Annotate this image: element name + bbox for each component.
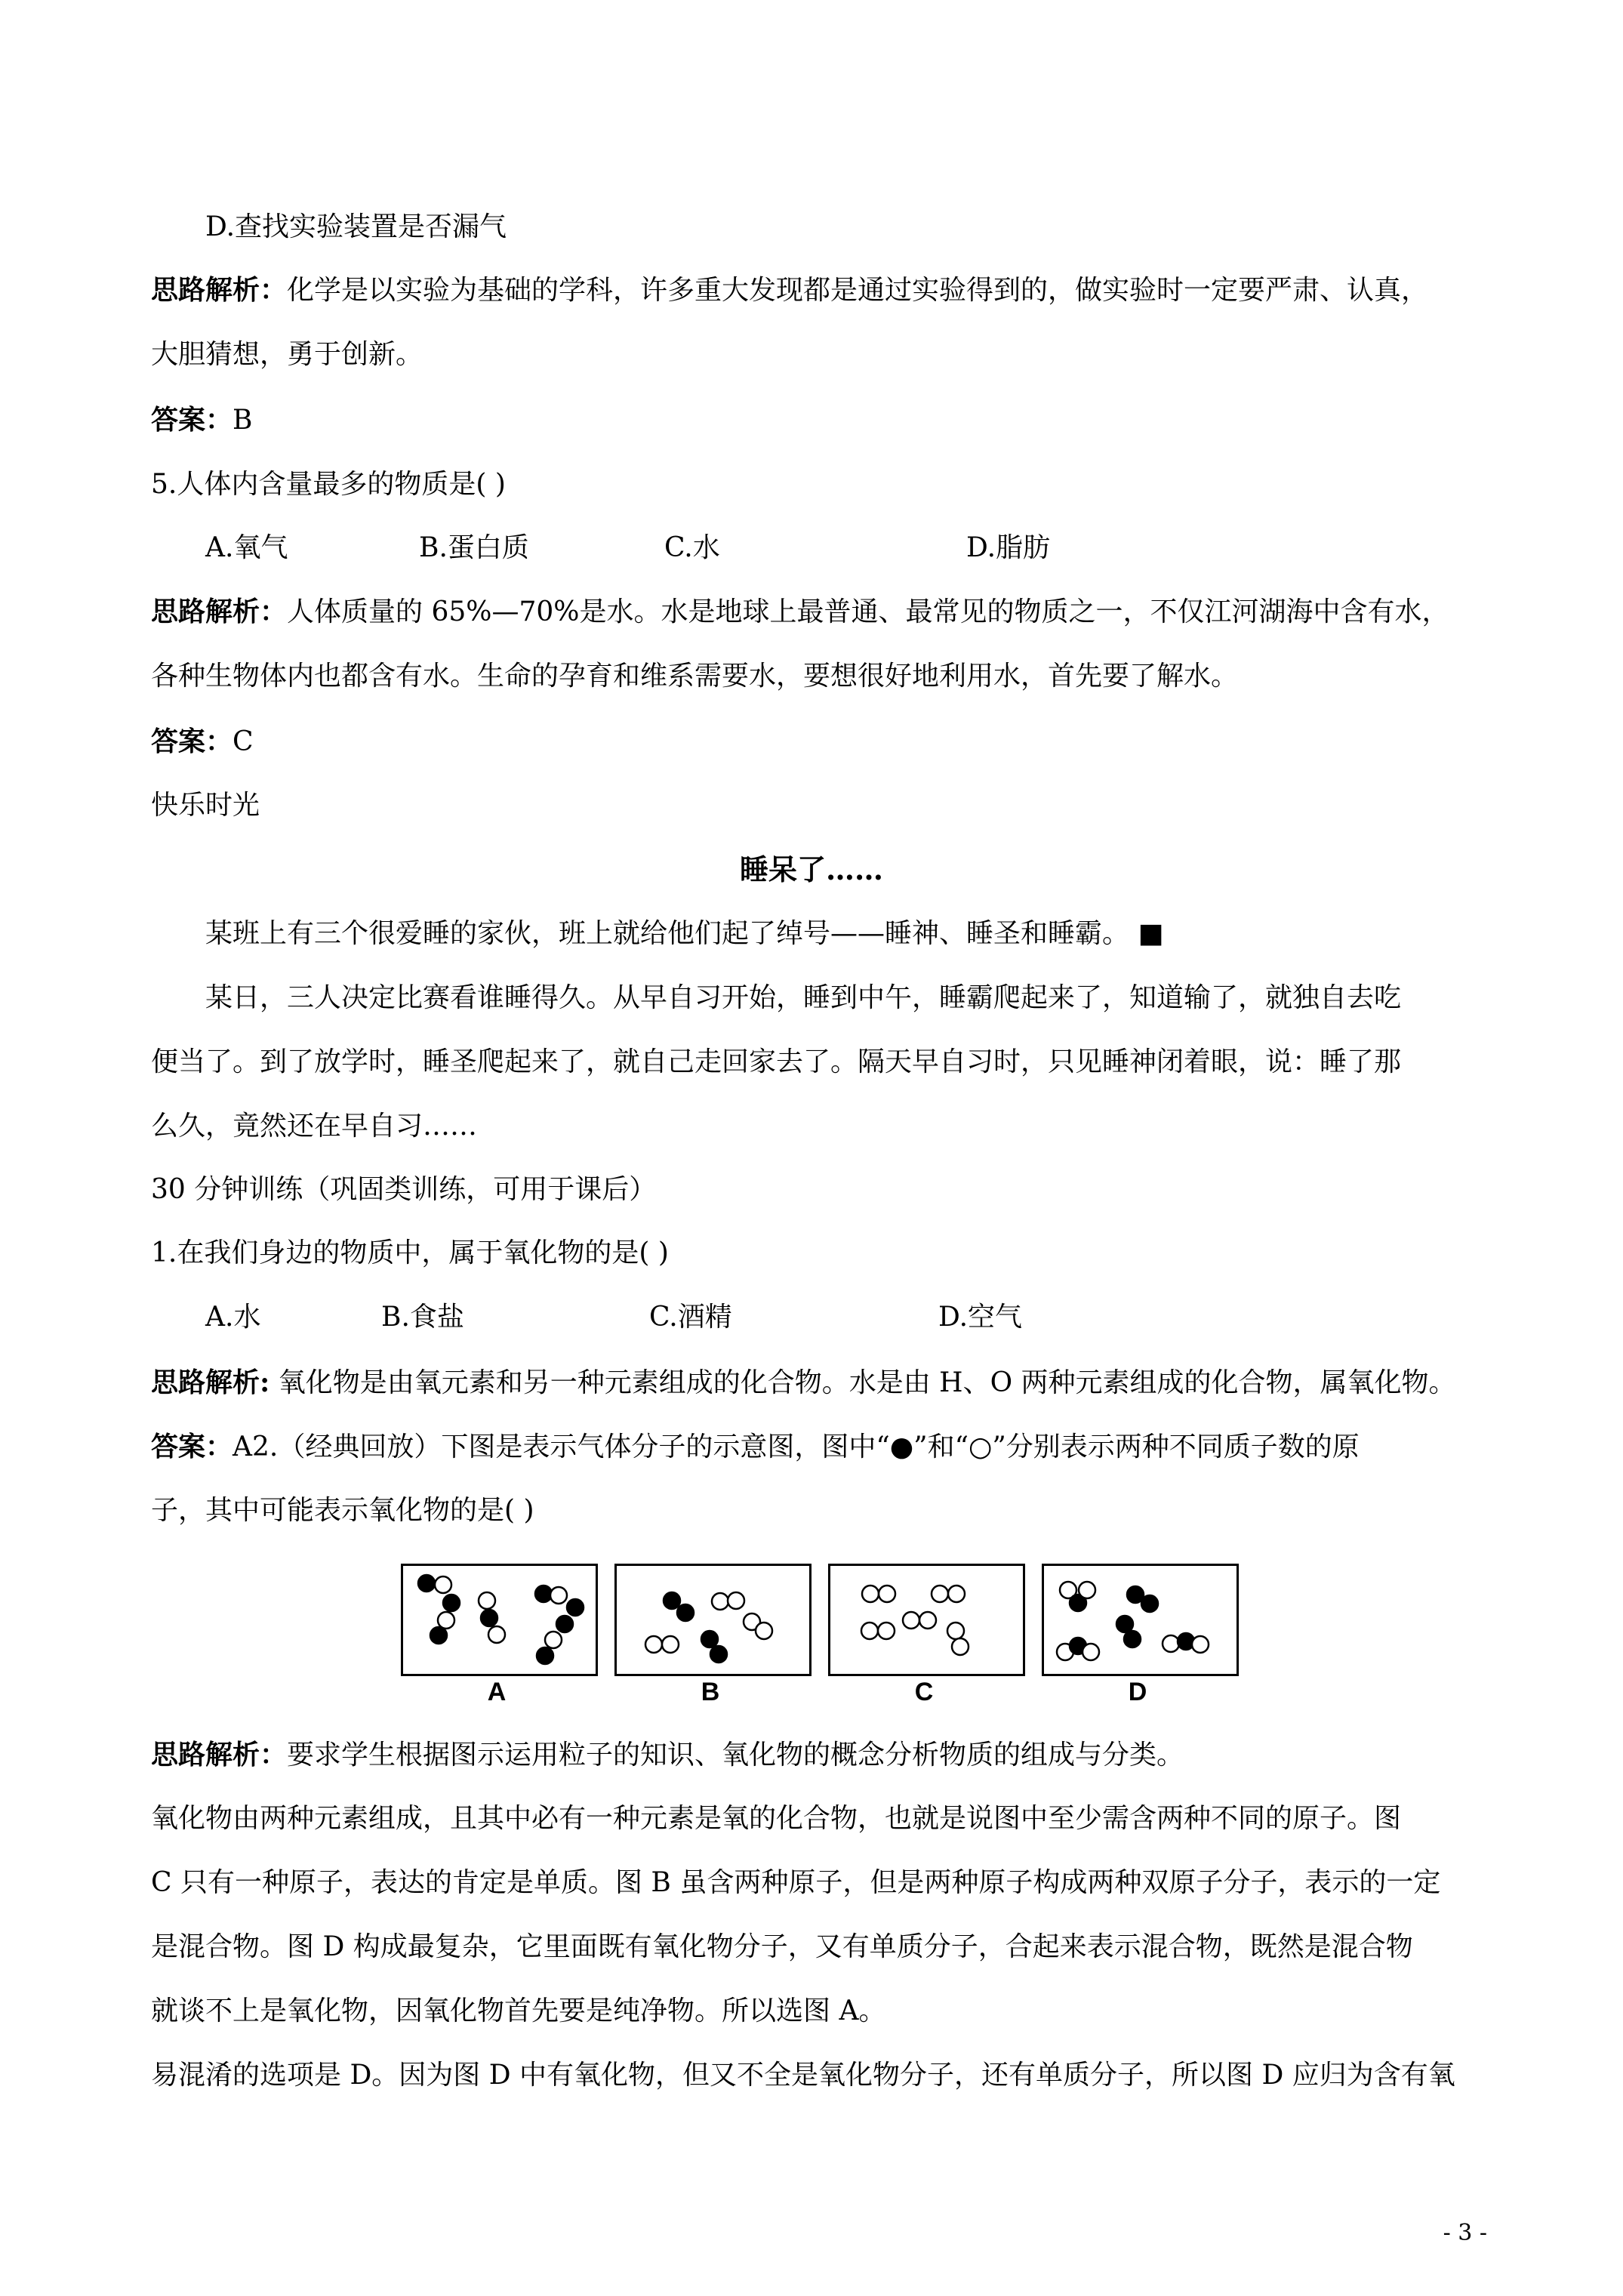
atom-open [932, 1586, 948, 1602]
atom-open [662, 1636, 679, 1653]
atom-filled [1124, 1631, 1141, 1647]
atom-open [545, 1632, 562, 1648]
atom-open [1192, 1636, 1209, 1653]
story-paragraph-1: 某班上有三个很爱睡的家伙，班上就给他们起了绰号——睡神、睡圣和睡霸。 ■ [205, 918, 1164, 949]
figure-caption-d: D [1128, 1678, 1147, 1706]
atom-open [952, 1638, 969, 1655]
analysis-line-4 [151, 1738, 1184, 1772]
answer-label: 答案： [151, 404, 233, 436]
atom-filled [677, 1604, 694, 1621]
answer-label-3: 答案： [151, 1431, 233, 1462]
atom-open [550, 1587, 567, 1604]
story-paragraph-2: 某日，三人决定比赛看谁睡得久。从早自习开始，睡到中午，睡霸爬起来了，知道输了，就独自去吃 [205, 982, 1402, 1013]
analysis-text-3: 氧化物是由氧元素和另一种元素组成的化合物。水是由 H、O 两种元素组成的化合物，属氧化物。 [269, 1367, 1456, 1398]
analysis-label-2: 思路解析： [151, 596, 288, 627]
atom-open [756, 1623, 772, 1639]
q5-option-c: C.水 [664, 532, 720, 563]
analysis-label-4: 思路解析： [151, 1739, 288, 1771]
option-d-text: D.查找实验装置是否漏气 [205, 211, 507, 242]
atom-filled [537, 1647, 553, 1664]
atom-open [1079, 1582, 1095, 1598]
atom-filled [481, 1610, 497, 1626]
atom-filled [1116, 1616, 1133, 1632]
story-paragraph-2-end: 么久，竟然还在早自习…… [151, 1111, 478, 1142]
question-2-cont: 子，其中可能表示氧化物的是( ) [151, 1495, 534, 1526]
page-number: - 3 - [1443, 2220, 1487, 2246]
happy-time-heading: 快乐时光 [151, 790, 260, 821]
atom-filled [556, 1616, 573, 1632]
atom-open [878, 1623, 895, 1639]
story-paragraph-2-cont: 便当了。到了放学时，睡圣爬起来了，就自己走回家去了。隔天早自习时，只见睡神闭着眼，说：睡了那 [151, 1046, 1402, 1077]
atom-filled [664, 1592, 680, 1609]
q1-option-c: C.酒精 [649, 1302, 732, 1333]
atom-filled [418, 1575, 435, 1592]
atom-open [861, 1623, 878, 1639]
q1-option-a: A.水 [205, 1302, 261, 1333]
analysis-text: 化学是以实验为基础的学科，许多重大发现都是通过实验得到的，做实验时一定要严肃、认真， [287, 275, 1429, 306]
atom-open [919, 1612, 936, 1629]
atom-open [435, 1576, 451, 1593]
atom-open [712, 1593, 728, 1610]
explanation-line-3: 是混合物。图 D 构成最复杂，它里面既有氧化物分子，又有单质分子，合起来表示混合物，既然是混合物 [151, 1931, 1413, 1962]
analysis-label-3: 思路解析: [151, 1367, 270, 1398]
atom-filled [535, 1586, 552, 1602]
analysis-label: 思路解析： [151, 274, 288, 306]
explanation-line-2: C 只有一种原子，表达的肯定是单质。图 B 虽含两种原子，但是两种原子构成两种双原子分子，表示的一定 [151, 1867, 1441, 1898]
analysis-text-2: 人体质量的 65%—70%是水。水是地球上最普通、最常见的物质之一，不仅江河湖海中含有水， [287, 596, 1449, 627]
figure-caption-c: C [914, 1678, 934, 1706]
atom-open [947, 1623, 964, 1639]
atom-filled [567, 1599, 584, 1616]
analysis-continued-2: 各种生物体内也都含有水。生命的孕育和维系需要水，要想很好地利用水，首先要了解水。 [151, 661, 1239, 692]
analysis-text-4: 要求学生根据图示运用粒子的知识、氧化物的概念分析物质的组成与分类。 [287, 1740, 1184, 1771]
answer-value: B [233, 405, 253, 436]
question-1: 1.在我们身边的物质中，属于氧化物的是( ) [151, 1237, 669, 1268]
atom-open [1163, 1635, 1179, 1652]
q5-option-d: D.脂肪 [966, 532, 1051, 563]
atom-open [438, 1612, 454, 1629]
answer-text-3: A2.（经典回放）下图是表示气体分子的示意图，图中“●”和“○”分别表示两种不同质子数的原 [233, 1432, 1360, 1462]
explanation-line-4: 就谈不上是氧化物，因氧化物首先要是纯净物。所以选图 A。 [151, 1996, 886, 2026]
explanation-line-1: 氧化物由两种元素组成，且其中必有一种元素是氧的化合物，也就是说图中至少需含两种不同的原子。图 [151, 1803, 1402, 1834]
answer-value-2: C [233, 726, 254, 757]
section-heading-30min: 30 分钟训练（巩固类训练，可用于课后） [151, 1174, 657, 1205]
atom-open [1083, 1644, 1099, 1660]
atom-open [903, 1612, 919, 1629]
atom-filled [710, 1646, 727, 1663]
atom-open [948, 1586, 965, 1602]
analysis-continued: 大胆猜想，勇于创新。 [151, 339, 423, 370]
story-title: 睡呆了…… [739, 852, 883, 886]
figure-caption-a: A [487, 1678, 507, 1706]
q5-option-b: B.蛋白质 [419, 532, 529, 563]
explanation-line-5: 易混淆的选项是 D。因为图 D 中有氧化物，但又不全是氧化物分子，还有单质分子，所以图 D 应归为含有氧 [151, 2060, 1455, 2091]
atom-open [862, 1586, 879, 1602]
atom-filled [1141, 1595, 1158, 1612]
atom-filled [701, 1631, 718, 1647]
q5-option-a: A.氧气 [205, 532, 288, 563]
q1-option-b: B.食盐 [381, 1302, 464, 1333]
atom-open [488, 1626, 505, 1643]
atom-open [879, 1586, 895, 1602]
atom-filled [443, 1595, 460, 1611]
atom-open [728, 1592, 744, 1609]
answer-label-2: 答案： [151, 726, 233, 757]
figure-caption-b: B [701, 1678, 720, 1706]
atom-open [645, 1636, 662, 1653]
atom-filled [430, 1627, 447, 1644]
q1-option-d: D.空气 [938, 1302, 1023, 1333]
atom-open [479, 1592, 495, 1609]
question-5: 5.人体内含量最多的物质是( ) [151, 469, 506, 500]
